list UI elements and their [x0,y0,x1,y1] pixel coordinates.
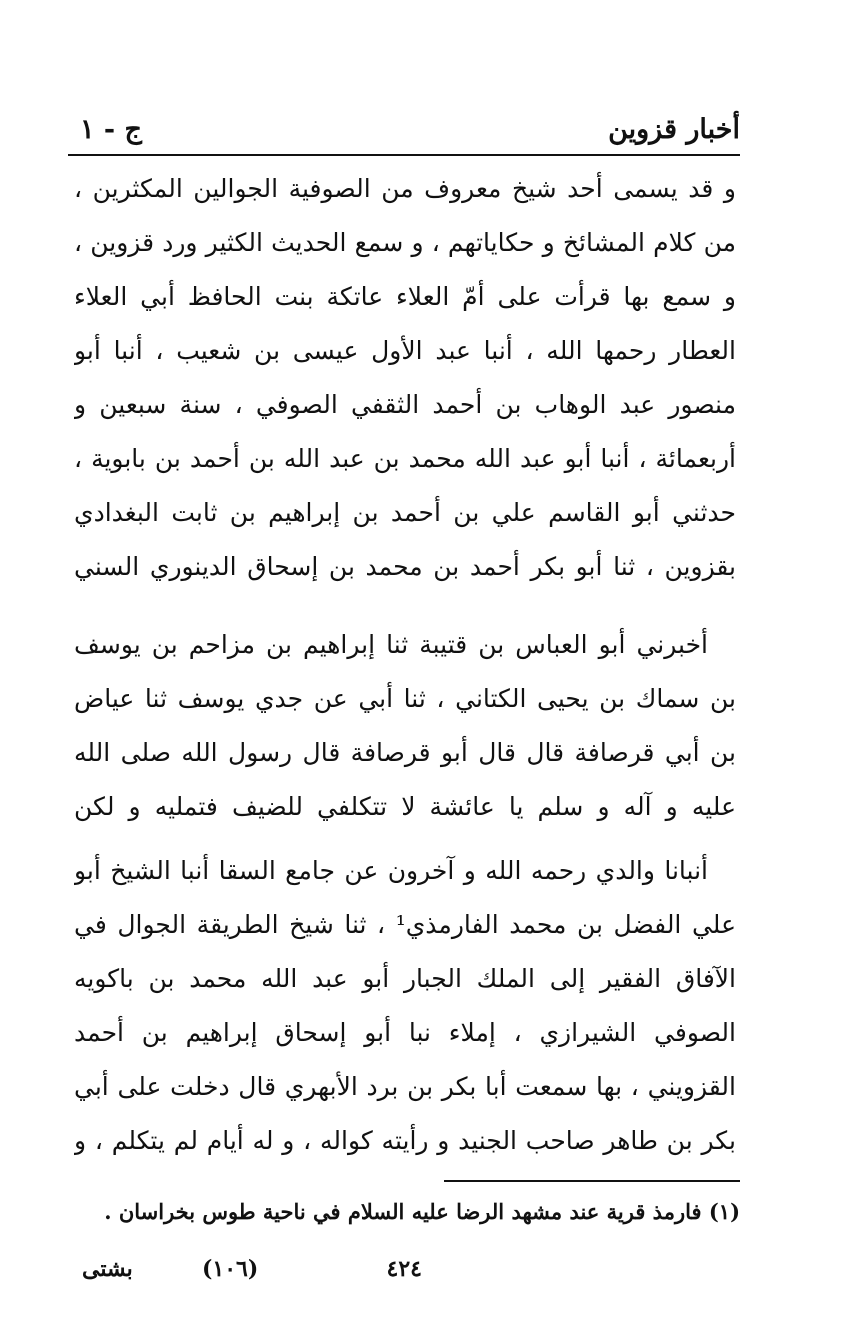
footnote: (١) فارمذ قرية عند مشهد الرضا عليه السلام في ناحية طوس بخراسان . [104,1199,740,1224]
paragraph: أنبانا والدي رحمه الله و آخرون عن جامع السقا أنبا الشيخ أبو علي الفضل بن محمد الفارمذي¹ ، ثنا شيخ الطريقة الجوال في الآفاق الفقير إلى الملك الجبار أبو عبد الله محمد بن باكويه الصوفي الشيرازي ، إملاء نبا أبو إسحاق إبراهيم بن أحمد القزويني ، بها سمعت أبا بكر بن برد الأبهري قال دخلت على أبي بكر بن طاهر صاحب الجنيد و رأيته كواله ، و له أيام لم يتكلم ، و [74,856,736,1155]
volume-label: ج - ١ [80,114,142,145]
page-footer [68,1252,740,1292]
page-header [68,108,740,152]
running-title: أخبار قزوين [608,114,740,145]
paragraph: أخبرني أبو العباس بن قتيبة ثنا إبراهيم بن مزاحم بن يوسف بن سماك بن يحيى الكتاني ، ثنا أبي عن جدي يوسف ثنا عياض بن أبي قرصافة قال قال أبو قرصافة قال رسول الله صلى الله عليه و آله و سلم يا عائشة لا تتكلفي للضيف فتمليه و لكن [74,630,736,821]
sheet-number: (١٠٦) [202,1256,259,1282]
printer-signature: بشتى [82,1256,133,1282]
paragraph: و قد يسمى أحد شيخ معروف من الصوفية الجوالين المكثرين ، من كلام المشائخ و حكاياتهم ، و سمع الحديث الكثير ورد قزوين ، و سمع بها قرأت على أمّ العلاء عاتكة بنت الحافظ أبي العلاء العطار رحمها الله ، أنبا عبد الأول عيسى بن شعيب ، أنبا أبو منصور عبد الوهاب بن أحمد الثقفي الصوفي ، سنة سبعين و أربعمائة ، أنبا أبو عبد الله محمد بن عبد الله بن أحمد بن بابوية ، حدثني أبو القاسم علي بن أحمد بن إبراهيم بن ثابت البغدادي بقزوين ، ثنا أبو بكر أحمد بن محمد بن إسحاق الدينوري السني [74,174,736,581]
header-rule [68,154,740,156]
main-text [74,162,736,1168]
page-number: ٤٢٤ [386,1256,422,1282]
footnote-rule [444,1180,740,1182]
